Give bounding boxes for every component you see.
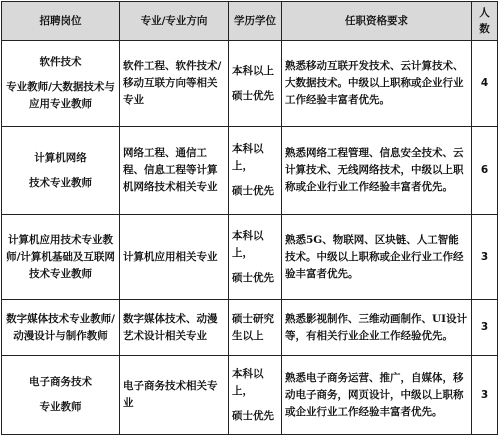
header-education: 学历学位 [229,2,282,41]
position-title: 计算机应用技术专业教师/计算机基础及互联网技术专业教师 [6,233,115,280]
education-min: 本科以上 [232,64,274,77]
position-cell [2,41,120,127]
position-subtitle: 专业教师/大数据技术与应用专业教师 [6,81,115,110]
qualification-cell: 熟悉影视制作、三维动画制作、UI设计等，有相关行业企业工作经验优先。 [282,300,472,356]
count-cell: 4 [472,41,498,127]
header-qualification: 任职资格要求 [282,2,472,41]
position-title: 电子商务技术 [29,376,92,388]
qualification-cell: 熟悉5G、物联网、区块链、人工智能技术。中级以上职称或企业行业工作经验丰富者优先。 [282,215,472,300]
count-cell: 3 [472,356,498,435]
count-cell: 3 [472,215,498,300]
education-preferred: 硕士优先 [232,185,274,197]
education-min: 硕士研究生以上 [232,312,274,342]
position-title: 数字媒体技术专业教师/动漫设计与制作教师 [6,312,115,342]
qualification-cell: 熟悉移动互联开发技术、云计算技术、大数据技术。中级以上职称或企业行业工作经验丰富者优先。 [282,41,472,127]
header-position: 招聘岗位 [2,2,120,41]
table-row [2,41,498,127]
education-min: 本科以上， [232,367,264,397]
table-row [2,300,498,356]
qualification-cell: 熟悉电子商务运营、推广，自媒体，移动电子商务，网页设计，中级以上职称或企业行业工作经验丰富者优先。 [282,356,472,435]
qualification-cell: 熟悉网络工程管理、信息安全技术、云计算技术、无线网络技术，中级以上职称或企业行业工作经验丰富者优先。 [282,127,472,215]
education-cell [229,300,282,356]
count-cell: 3 [472,300,498,356]
major-cell: 软件工程、软件技术/移动互联方向等相关专业 [120,41,229,127]
position-cell [2,300,120,356]
table-row [2,215,498,300]
table-row [2,356,498,435]
education-cell [229,41,282,127]
major-cell: 计算机应用相关专业 [120,215,229,300]
position-cell [2,215,120,300]
header-major: 专业/专业方向 [120,2,229,41]
count-cell: 6 [472,127,498,215]
recruitment-table [1,1,498,435]
position-title: 计算机网络 [34,151,87,164]
major-cell: 电子商务技术相关专业 [120,356,229,435]
education-preferred: 硕士优先 [232,409,274,422]
position-title: 软件技术 [39,56,82,68]
education-cell [229,356,282,435]
position-subtitle: 专业教师 [39,401,82,413]
education-preferred: 硕士优先 [232,89,274,102]
header-row [2,2,498,41]
major-cell: 数字媒体技术、动漫艺术设计相关专业 [120,300,229,356]
position-cell [2,356,120,435]
education-min: 本科以上， [232,143,264,172]
education-cell [229,127,282,215]
position-subtitle: 技术专业教师 [29,176,92,189]
education-preferred: 硕士优先 [232,271,274,284]
education-cell [229,215,282,300]
position-cell [2,127,120,215]
table-row [2,127,498,215]
header-count: 人数 [472,2,498,41]
education-min: 本科以上， [232,229,264,259]
major-cell: 网络工程、通信工程、信息工程等计算机网络技术相关专业 [120,127,229,215]
